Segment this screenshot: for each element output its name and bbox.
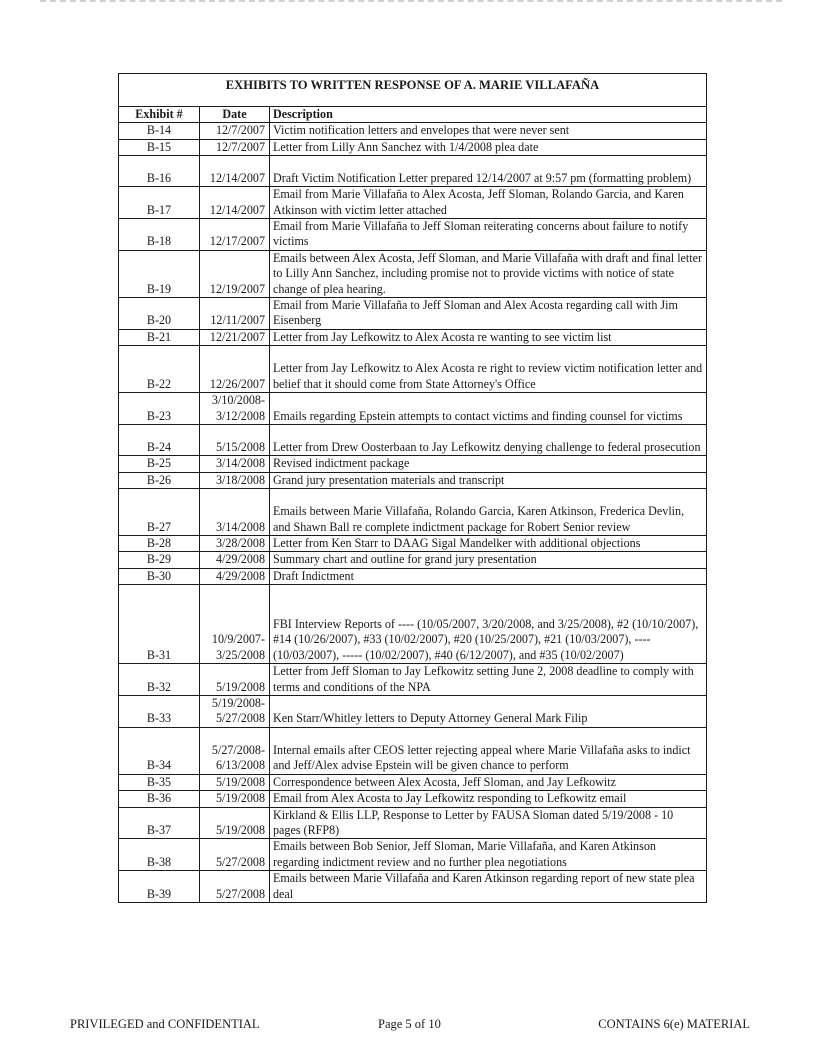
date-cell: 5/27/2008: [200, 839, 270, 871]
description-cell: Letter from Lilly Ann Sanchez with 1/4/2008 plea date: [270, 139, 707, 155]
description-cell: Letter from Jay Lefkowitz to Alex Acosta re wanting to see victim list: [270, 329, 707, 345]
table-body: [119, 123, 707, 903]
date-cell: 3/14/2008: [200, 488, 270, 535]
description-cell: FBI Interview Reports of ---- (10/05/2007, 3/20/2008, and 3/25/2008), #2 (10/10/2007), #14 (10/26/2007), #33 (10/02/2007), #20 (10/25/2007), #21 (10/03/2007), ---- (10/03/2007), ----- (10/02/2007), #40 (6/12/2007), and #35 (10/02/2007): [270, 585, 707, 664]
scan-top-edge: [40, 0, 782, 5]
exhibit-number-cell: B-16: [119, 156, 200, 187]
exhibit-number-cell: B-36: [119, 791, 200, 807]
exhibit-number-cell: B-20: [119, 298, 200, 330]
date-cell: 5/19/2008: [200, 664, 270, 696]
date-cell: 4/29/2008: [200, 568, 270, 584]
table-row: [119, 139, 707, 155]
table-row: [119, 156, 707, 187]
exhibit-number-cell: B-31: [119, 585, 200, 664]
table-title: EXHIBITS TO WRITTEN RESPONSE OF A. MARIE VILLAFAÑA: [119, 74, 707, 107]
exhibit-number-cell: B-33: [119, 695, 200, 727]
description-cell: Draft Indictment: [270, 568, 707, 584]
table-row: [119, 839, 707, 871]
exhibit-number-cell: B-28: [119, 535, 200, 551]
exhibit-number-cell: B-24: [119, 425, 200, 456]
exhibit-number-cell: B-21: [119, 329, 200, 345]
table-row: [119, 425, 707, 456]
table-row: [119, 791, 707, 807]
exhibit-number-cell: B-19: [119, 250, 200, 297]
description-cell: Emails between Bob Senior, Jeff Sloman, Marie Villafaña, and Karen Atkinson regarding indictment review and no further plea negotiations: [270, 839, 707, 871]
table-row: [119, 568, 707, 584]
date-cell: 12/14/2007: [200, 187, 270, 219]
footer-confidentiality: PRIVILEGED and CONFIDENTIAL: [70, 1017, 260, 1031]
date-cell: 5/19/2008: [200, 807, 270, 839]
exhibit-number-cell: B-25: [119, 456, 200, 472]
table-row: [119, 871, 707, 903]
description-cell: Letter from Ken Starr to DAAG Sigal Mandelker with additional objections: [270, 535, 707, 551]
description-cell: Kirkland & Ellis LLP, Response to Letter by FAUSA Sloman dated 5/19/2008 - 10 pages (RFP8): [270, 807, 707, 839]
date-cell: 5/27/2008: [200, 871, 270, 903]
date-cell: 5/19/2008: [200, 774, 270, 790]
description-cell: Draft Victim Notification Letter prepared 12/14/2007 at 9:57 pm (formatting problem): [270, 156, 707, 187]
footer-page-number: Page 5 of 10: [378, 1017, 441, 1031]
date-cell: 5/19/2008- 5/27/2008: [200, 695, 270, 727]
exhibit-number-cell: B-23: [119, 393, 200, 425]
table-row: [119, 250, 707, 297]
table-row: [119, 298, 707, 330]
exhibit-number-cell: B-39: [119, 871, 200, 903]
table-row: [119, 727, 707, 774]
header-exhibit: Exhibit #: [119, 107, 200, 123]
description-cell: Grand jury presentation materials and transcript: [270, 472, 707, 488]
exhibit-number-cell: B-38: [119, 839, 200, 871]
table-header-row: [119, 107, 707, 123]
date-cell: 3/14/2008: [200, 456, 270, 472]
date-cell: 12/7/2007: [200, 123, 270, 139]
exhibit-number-cell: B-29: [119, 552, 200, 568]
date-cell: 3/10/2008- 3/12/2008: [200, 393, 270, 425]
table-row: [119, 535, 707, 551]
table-row: [119, 123, 707, 139]
table-row: [119, 664, 707, 696]
description-cell: Emails regarding Epstein attempts to contact victims and finding counsel for victims: [270, 393, 707, 425]
table-row: [119, 552, 707, 568]
description-cell: Letter from Jay Lefkowitz to Alex Acosta re right to review victim notification letter and belief that it should come from State Attorney's Office: [270, 346, 707, 393]
description-cell: Emails between Alex Acosta, Jeff Sloman, and Marie Villafaña with draft and final letter to Lilly Ann Sanchez, including promise not to provide victims with notice of state change of plea hearing.: [270, 250, 707, 297]
date-cell: 5/15/2008: [200, 425, 270, 456]
description-cell: Letter from Jeff Sloman to Jay Lefkowitz setting June 2, 2008 deadline to comply with terms and conditions of the NPA: [270, 664, 707, 696]
description-cell: Correspondence between Alex Acosta, Jeff Sloman, and Jay Lefkowitz: [270, 774, 707, 790]
table-row: [119, 807, 707, 839]
exhibit-number-cell: B-30: [119, 568, 200, 584]
date-cell: 5/27/2008- 6/13/2008: [200, 727, 270, 774]
exhibit-number-cell: B-18: [119, 219, 200, 251]
date-cell: 12/7/2007: [200, 139, 270, 155]
table-row: [119, 695, 707, 727]
exhibit-number-cell: B-26: [119, 472, 200, 488]
table-row: [119, 346, 707, 393]
table-row: [119, 187, 707, 219]
exhibits-table: [118, 73, 707, 903]
exhibit-number-cell: B-17: [119, 187, 200, 219]
table-row: [119, 329, 707, 345]
date-cell: 4/29/2008: [200, 552, 270, 568]
exhibit-number-cell: B-15: [119, 139, 200, 155]
date-cell: 12/17/2007: [200, 219, 270, 251]
description-cell: Emails between Marie Villafaña, Rolando Garcia, Karen Atkinson, Frederica Devlin, and Shawn Ball re complete indictment package for Robert Senior review: [270, 488, 707, 535]
exhibit-number-cell: B-34: [119, 727, 200, 774]
description-cell: Summary chart and outline for grand jury presentation: [270, 552, 707, 568]
exhibit-number-cell: B-22: [119, 346, 200, 393]
date-cell: 12/21/2007: [200, 329, 270, 345]
table-row: [119, 219, 707, 251]
date-cell: 3/18/2008: [200, 472, 270, 488]
date-cell: 10/9/2007- 3/25/2008: [200, 585, 270, 664]
exhibit-number-cell: B-14: [119, 123, 200, 139]
description-cell: Email from Marie Villafaña to Jeff Sloman and Alex Acosta regarding call with Jim Eisenberg: [270, 298, 707, 330]
exhibit-number-cell: B-35: [119, 774, 200, 790]
description-cell: Email from Alex Acosta to Jay Lefkowitz responding to Lefkowitz email: [270, 791, 707, 807]
description-cell: Emails between Marie Villafaña and Karen Atkinson regarding report of new state plea deal: [270, 871, 707, 903]
table-row: [119, 393, 707, 425]
description-cell: Letter from Drew Oosterbaan to Jay Lefkowitz denying challenge to federal prosecution: [270, 425, 707, 456]
exhibit-number-cell: B-37: [119, 807, 200, 839]
table-row: [119, 774, 707, 790]
description-cell: Revised indictment package: [270, 456, 707, 472]
description-cell: Victim notification letters and envelopes that were never sent: [270, 123, 707, 139]
date-cell: 12/19/2007: [200, 250, 270, 297]
date-cell: 12/14/2007: [200, 156, 270, 187]
header-description: Description: [270, 107, 707, 123]
description-cell: Email from Marie Villafaña to Alex Acosta, Jeff Sloman, Rolando Garcia, and Karen Atkinson with victim letter attached: [270, 187, 707, 219]
description-cell: Internal emails after CEOS letter rejecting appeal where Marie Villafaña asks to indict and Jeff/Alex advise Epstein will be given chance to perform: [270, 727, 707, 774]
table-row: [119, 585, 707, 664]
description-cell: Email from Marie Villafaña to Jeff Sloman reiterating concerns about failure to notify victims: [270, 219, 707, 251]
footer-material-notice: CONTAINS 6(e) MATERIAL: [598, 1017, 750, 1031]
date-cell: 3/28/2008: [200, 535, 270, 551]
header-date: Date: [200, 107, 270, 123]
table-row: [119, 456, 707, 472]
description-cell: Ken Starr/Whitley letters to Deputy Attorney General Mark Filip: [270, 695, 707, 727]
date-cell: 12/11/2007: [200, 298, 270, 330]
date-cell: 12/26/2007: [200, 346, 270, 393]
table-row: [119, 472, 707, 488]
date-cell: 5/19/2008: [200, 791, 270, 807]
table-row: [119, 488, 707, 535]
exhibit-number-cell: B-27: [119, 488, 200, 535]
exhibit-number-cell: B-32: [119, 664, 200, 696]
